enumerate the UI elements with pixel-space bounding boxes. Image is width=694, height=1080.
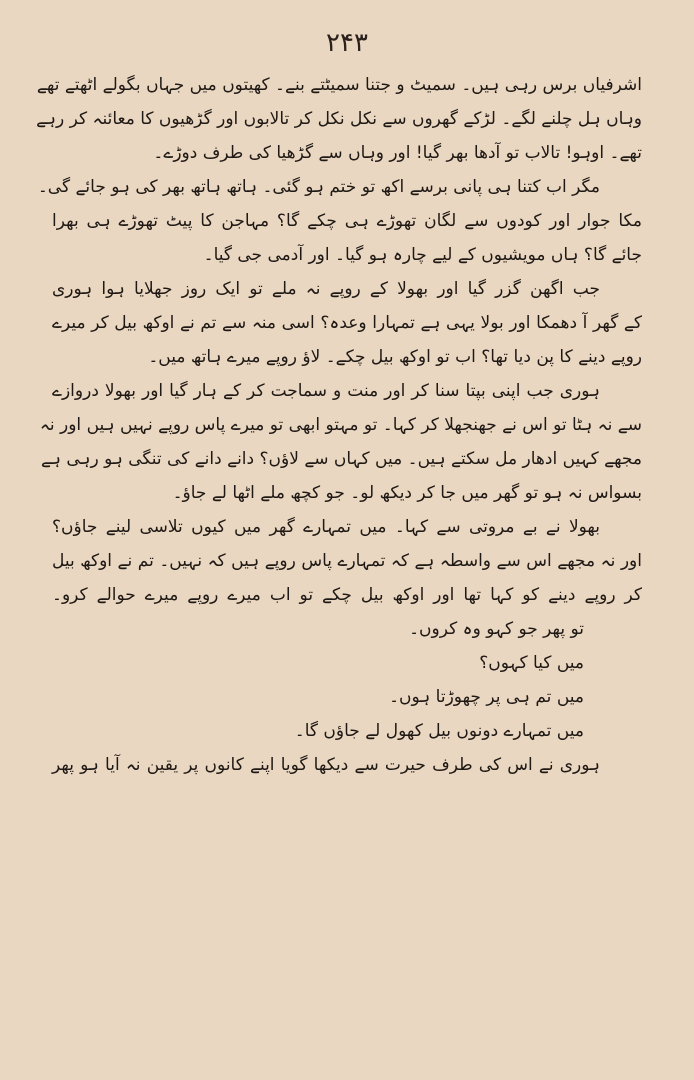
text-line: مجھے کہیں ادھار مل سکتے ہیں۔ میں کہاں سے لاؤں؟ دانے دانے کی تنگی ہو رہی ہے (41, 449, 642, 469)
text-line: ہوری جب اپنی بپتا سنا کر اور منت و سماجت کر کے ہار گیا اور بھولا دروازے (52, 381, 600, 401)
text-line: میں کیا کہوں؟ (479, 653, 584, 673)
page-number: ۲۴۳ (326, 28, 368, 58)
text-line: اشرفیاں برس رہی ہیں۔ سمیٹ و جتنا سمیٹتے بنے۔ کھیتوں میں جہاں بگولے اٹھتے تھے (36, 75, 642, 95)
text-line: جائے گا؟ ہاں مویشیوں کے لیے چارہ ہو گیا۔ اور آدمی جی گیا۔ (203, 245, 642, 265)
text-line: جب اگھن گزر گیا اور بھولا کے روپے نہ ملے تو ایک روز جھلایا ہوا ہوری (52, 279, 600, 299)
text-line: اور نہ مجھے اس سے واسطہ ہے کہ تمہارے پاس روپے ہیں کہ نہیں۔ تم نے اوکھ بیل (52, 551, 642, 571)
text-line: کے گھر آ دھمکا اور بولا یہی ہے تمہارا وعدہ؟ اسی منہ سے تم نے اوکھ بیل کر میرے (52, 313, 642, 333)
text-line: کر روپے دینے کو کہا تھا اور اوکھ بیل چکے تو اب میرے روپے میرے حوالے کرو۔ (52, 585, 642, 605)
text-line: مکا جوار اور کودوں سے لگان تھوڑے ہی چکے گا؟ مہاجن کا پیٹ تھوڑے ہی بھرا (52, 211, 642, 231)
text-line: میں تمہارے دونوں بیل کھول لے جاؤں گا۔ (294, 721, 584, 741)
text-line: میں تم ہی پر چھوڑتا ہوں۔ (389, 687, 584, 707)
page-text (36, 68, 642, 782)
text-line: روپے دینے کا پن دیا تھا؟ اب تو اوکھ بیل چکے۔ لاؤ روپے میرے ہاتھ میں۔ (148, 347, 642, 367)
text-line: بسواس نہ ہو تو گھر میں جا کر دیکھ لو۔ جو کچھ ملے اٹھا لے جاؤ۔ (172, 483, 642, 503)
text-line: مگر اب کتنا ہی پانی برسے اکھ تو ختم ہو گئی۔ ہاتھ ہاتھ بھر کی ہو جائے گی۔ (37, 177, 600, 197)
text-line: بھولا نے بے مروتی سے کہا۔ میں تمہارے گھر میں کیوں تلاسی لینے جاؤں؟ (52, 517, 600, 537)
text-line: ہوری نے اس کی طرف حیرت سے دیکھا گویا اپنے کانوں پر یقین نہ آیا ہو پھر (52, 755, 600, 775)
text-line: تھے۔ اوہو! تالاب تو آدھا بھر گیا! اور وہاں سے گڑھیا کی طرف دوڑے۔ (153, 143, 642, 163)
text-line: سے نہ ہٹا تو اس نے جھنجھلا کر کہا۔ تو مہتو ابھی تو میرے پاس روپے نہیں ہیں اور نہ (39, 415, 642, 435)
text-line: تو پھر جو کہو وہ کروں۔ (409, 619, 584, 639)
text-line: وہاں ہل چلنے لگے۔ لڑکے گھروں سے نکل نکل کر تالابوں اور گڑھیوں کا معائنہ کر رہے (36, 109, 642, 129)
